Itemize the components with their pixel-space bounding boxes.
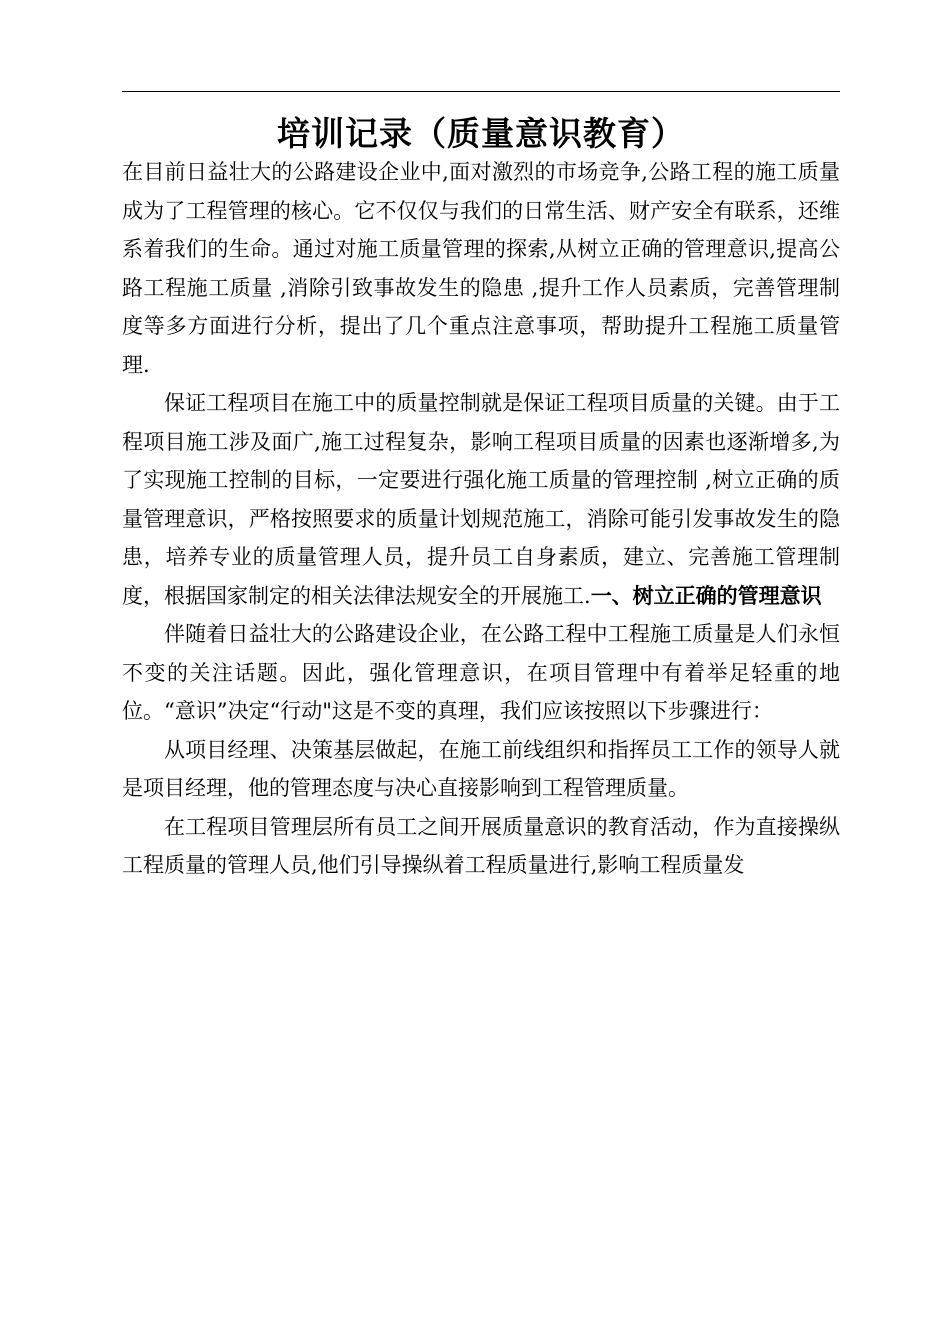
paragraph-education-activities: 在工程项目管理层所有员工之间开展质量意识的教育活动，作为直接操纵工程质量的管理人员,他们引导操纵着工程质量进行,影响工程质量发 [122, 814, 840, 877]
paragraph-quality-control-text: 保证工程项目在施工中的质量控制就是保证工程项目质量的关键。由于工程项目施工涉及面广,施工过程复杂，影响工程项目质量的因素也逐渐增多,为了实现施工控制的目标，一定要进行强化施工质量的管理控制 ,树立正确的质量管理意识，严格按照要求的质量计划规范施工，消除可能引发事故发生的隐患，培养专业的质量管理人员，提升员工自身素质，建立、完善施工管理制度，根据国家制定的相关法律法规安全的开展施工. [122, 391, 840, 608]
paragraph-quality-control [122, 384, 840, 615]
paragraph-intro: 在目前日益壮大的公路建设企业中,面对激烈的市场竞争,公路工程的施工质量成为了工程管理的核心。它不仅仅与我们的日常生活、财产安全有联系，还维系着我们的生命。通过对施工质量管理的探索,从树立正确的管理意识,提高公路工程施工质量 ,消除引致事故发生的隐患 ,提升工作人员素质，完善管理制度等多方面进行分析，提出了几个重点注意事项，帮助提升工程施工质量管理. [122, 160, 840, 377]
document-title: 培训记录（质量意识教育） [277, 114, 685, 154]
document-page [122, 0, 840, 1344]
section-heading-management-awareness: 一、树立正确的管理意识 [590, 582, 822, 608]
document-body [122, 153, 840, 885]
header-rule [122, 91, 840, 92]
paragraph-project-manager: 从项目经理、决策基层做起，在施工前线组织和指挥员工工作的领导人就是项目经理，他的管理态度与决心直接影响到工程管理质量。 [122, 737, 840, 800]
paragraph-awareness: 伴随着日益壮大的公路建设企业，在公路工程中工程施工质量是人们永恒不变的关注话题。因此，强化管理意识，在项目管理中有着举足轻重的地位。“意识”决定“行动"这是不变的真理，我们应该按照以下步骤进行： [122, 622, 840, 723]
